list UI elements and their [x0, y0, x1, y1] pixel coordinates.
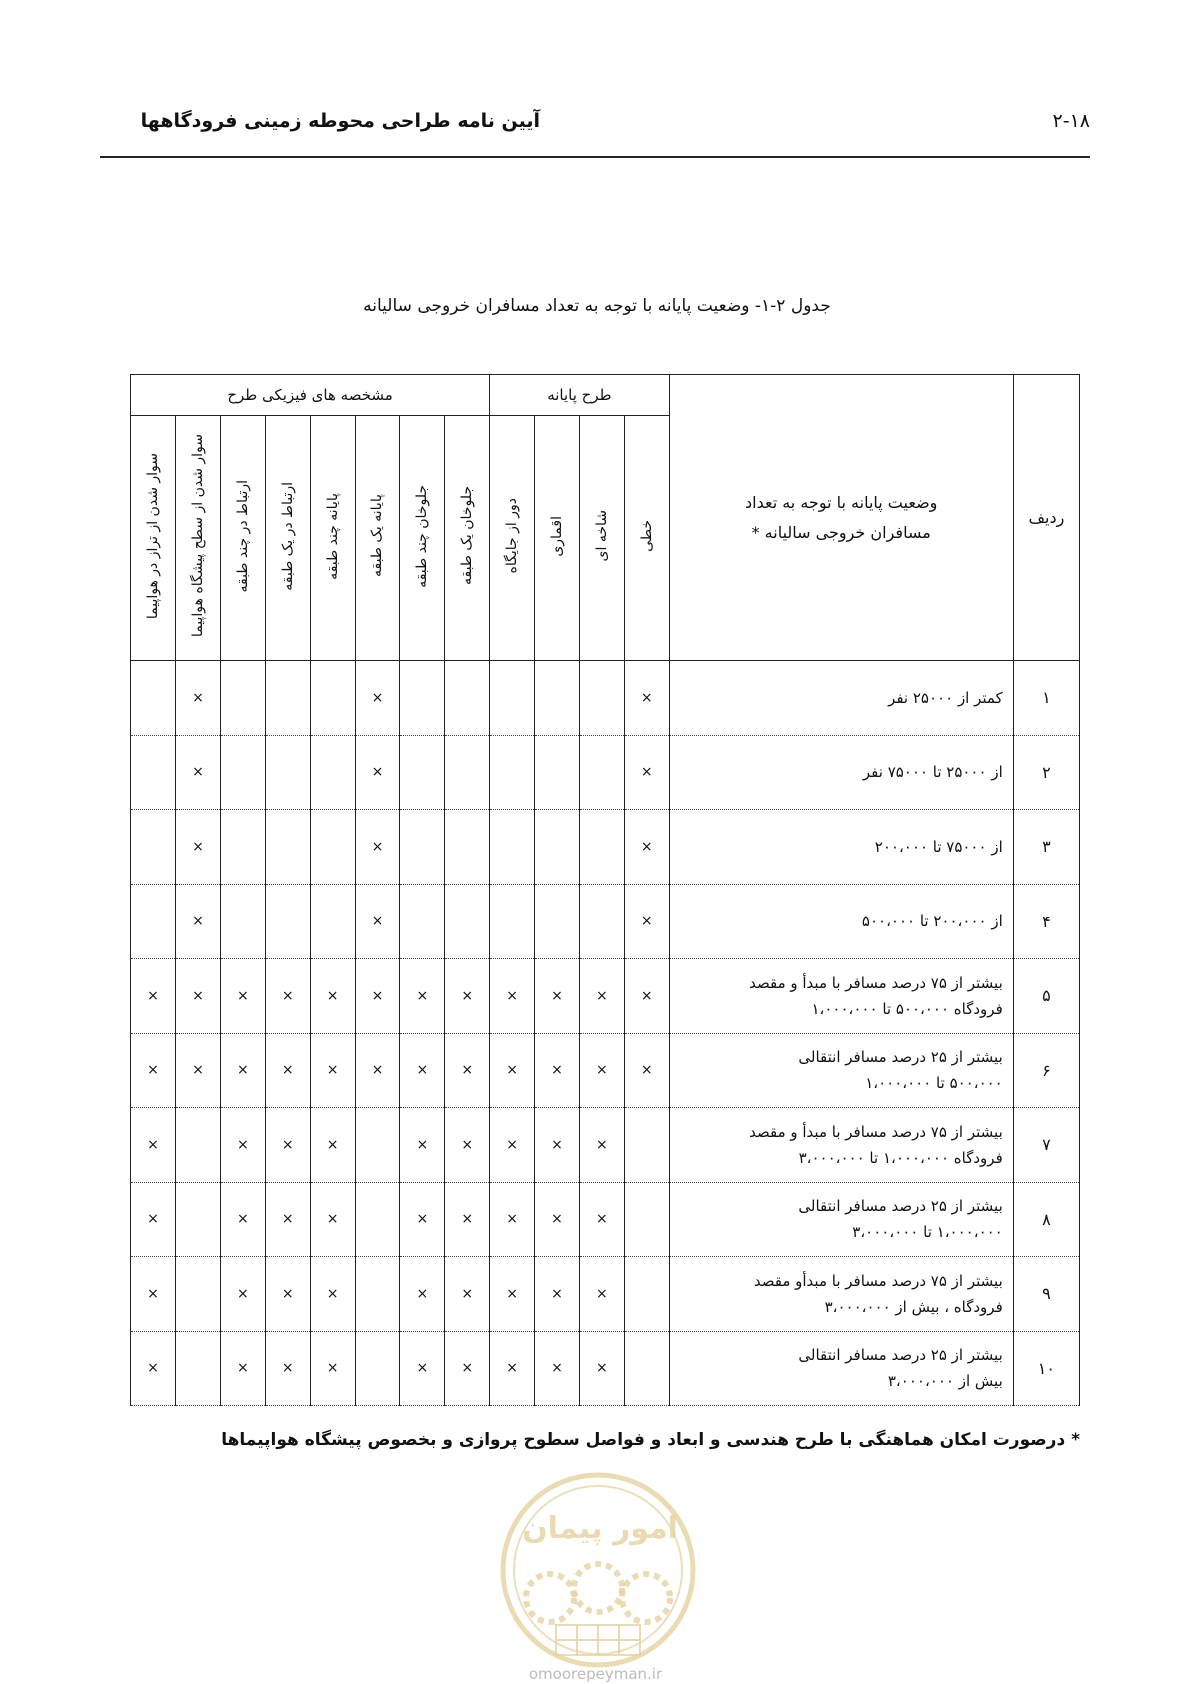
mark-cell: [400, 1108, 445, 1183]
mark-cell: [400, 1257, 445, 1332]
cross-mark: ×: [640, 987, 653, 1004]
status-description: [669, 1033, 1013, 1108]
mark-cell: [176, 1108, 221, 1183]
mark-cell: [310, 1182, 355, 1257]
status-line1: بیشتر از ۲۵ درصد مسافر انتقالی: [798, 1048, 1003, 1067]
mark-cell: [445, 1108, 490, 1183]
column-header-label: ارتباط در چند طبقه: [234, 479, 251, 593]
mark-cell: [310, 884, 355, 959]
cross-mark: ×: [506, 1211, 518, 1228]
mark-cell: [400, 661, 445, 736]
svg-text:امور پیمان: امور پیمان: [522, 1511, 678, 1546]
status-line1: بیشتر از ۲۵ درصد مسافر انتقالی: [798, 1197, 1003, 1216]
mark-cell: [400, 1331, 445, 1406]
status-line2: فرودگاه ۵۰۰،۰۰۰ تا ۱،۰۰۰،۰۰۰: [811, 999, 1003, 1018]
mark-cell: [535, 959, 580, 1034]
mark-cell: [400, 810, 445, 885]
mark-cell: [490, 884, 535, 959]
column-header: [400, 416, 445, 661]
mark-cell: [535, 661, 580, 736]
status-description: [669, 661, 1013, 736]
cross-mark: ×: [551, 1136, 563, 1153]
description-header: [669, 375, 1013, 661]
mark-cell: [579, 810, 624, 885]
mark-cell: [490, 1257, 535, 1332]
mark-cell: [131, 1257, 176, 1332]
mark-cell: [310, 661, 355, 736]
cross-mark: ×: [461, 987, 474, 1004]
table-row: [131, 661, 1080, 736]
cross-mark: ×: [326, 987, 339, 1004]
cross-mark: ×: [326, 1062, 339, 1079]
mark-cell: [624, 1257, 669, 1332]
status-description: [669, 959, 1013, 1034]
mark-cell: [624, 1033, 669, 1108]
mark-cell: [579, 884, 624, 959]
table-row: [131, 959, 1080, 1034]
mark-cell: [355, 1257, 400, 1332]
mark-cell: [535, 810, 580, 885]
mark-cell: [310, 959, 355, 1034]
column-header: [220, 416, 265, 661]
row-number: ۵: [1013, 959, 1079, 1034]
mark-cell: [535, 1108, 580, 1183]
footnote: * درصورت امکان هماهنگی با طرح هندسی و ابعاد و فواصل سطوح پروازی و بخصوص پیشگاه هواپیماها: [221, 1430, 1080, 1450]
mark-cell: [355, 1108, 400, 1183]
table-row: [131, 884, 1080, 959]
cross-mark: ×: [326, 1211, 339, 1228]
mark-cell: [400, 884, 445, 959]
table-row: [131, 1108, 1080, 1183]
cross-mark: ×: [416, 1285, 429, 1302]
cross-mark: ×: [281, 1285, 294, 1302]
mark-cell: [400, 959, 445, 1034]
cross-mark: ×: [551, 987, 563, 1004]
mark-cell: [624, 1331, 669, 1406]
cross-mark: ×: [236, 1062, 249, 1079]
mark-cell: [355, 810, 400, 885]
cross-mark: ×: [595, 1136, 608, 1153]
mark-cell: [220, 884, 265, 959]
column-header: [131, 416, 176, 661]
column-header-label: سوار شدن از سطح پیشگاه هواپیما: [189, 434, 206, 638]
mark-cell: [579, 661, 624, 736]
status-line2: بیش از ۳،۰۰۰،۰۰۰: [887, 1372, 1003, 1391]
mark-cell: [265, 810, 310, 885]
mark-cell: [176, 810, 221, 885]
mark-cell: [445, 810, 490, 885]
mark-cell: [131, 1182, 176, 1257]
mark-cell: [310, 735, 355, 810]
mark-cell: [310, 1331, 355, 1406]
cross-mark: ×: [416, 1062, 429, 1079]
row-number: ۱: [1013, 661, 1079, 736]
mark-cell: [176, 735, 221, 810]
mark-cell: [400, 1033, 445, 1108]
mark-cell: [445, 1257, 490, 1332]
mark-cell: [355, 735, 400, 810]
mark-cell: [220, 1257, 265, 1332]
cross-mark: ×: [595, 1211, 608, 1228]
mark-cell: [355, 959, 400, 1034]
mark-cell: [265, 959, 310, 1034]
cross-mark: ×: [595, 987, 608, 1004]
mark-cell: [445, 959, 490, 1034]
cross-mark: ×: [147, 1062, 159, 1079]
status-line2: فرودگاه ۱،۰۰۰،۰۰۰ تا ۳،۰۰۰،۰۰۰: [798, 1148, 1003, 1167]
cross-mark: ×: [551, 1360, 563, 1377]
cross-mark: ×: [506, 1136, 518, 1153]
watermark-site-text: omoorepeyman.ir: [528, 1665, 663, 1683]
column-header: [445, 416, 490, 661]
cross-mark: ×: [326, 1360, 339, 1377]
column-header-label: پایانه یک طبقه: [369, 494, 386, 578]
terminal-status-table: [130, 374, 1080, 1406]
mark-cell: [624, 1108, 669, 1183]
cross-mark: ×: [416, 1136, 429, 1153]
mark-cell: [445, 735, 490, 810]
column-header-label: پایانه چند طبقه: [324, 492, 341, 580]
mark-cell: [131, 735, 176, 810]
cross-mark: ×: [416, 987, 429, 1004]
column-header-label: جلوخان یک طبقه: [459, 486, 476, 586]
mark-cell: [624, 735, 669, 810]
mark-cell: [490, 959, 535, 1034]
mark-cell: [131, 1108, 176, 1183]
mark-cell: [131, 661, 176, 736]
cross-mark: ×: [281, 1360, 294, 1377]
mark-cell: [579, 1182, 624, 1257]
mark-cell: [579, 959, 624, 1034]
cross-mark: ×: [416, 1360, 429, 1377]
mark-cell: [265, 1108, 310, 1183]
cross-mark: ×: [551, 1285, 563, 1302]
cross-mark: ×: [371, 987, 384, 1004]
mark-cell: [490, 810, 535, 885]
cross-mark: ×: [416, 1211, 429, 1228]
cross-mark: ×: [640, 838, 653, 855]
mark-cell: [490, 1033, 535, 1108]
cross-mark: ×: [281, 987, 294, 1004]
cross-mark: ×: [640, 689, 653, 706]
cross-mark: ×: [461, 1136, 474, 1153]
column-header-label: اقماری: [548, 515, 565, 557]
mark-cell: [355, 884, 400, 959]
table-row: [131, 1182, 1080, 1257]
column-header: [265, 416, 310, 661]
status-line2: فرودگاه ، بیش از ۳،۰۰۰،۰۰۰: [824, 1297, 1003, 1316]
cross-mark: ×: [281, 1136, 294, 1153]
cross-mark: ×: [506, 1360, 518, 1377]
cross-mark: ×: [595, 1360, 608, 1377]
mark-cell: [220, 661, 265, 736]
status-line2: ۵۰۰،۰۰۰ تا ۱،۰۰۰،۰۰۰: [865, 1074, 1003, 1093]
cross-mark: ×: [236, 1360, 249, 1377]
cross-mark: ×: [371, 1062, 384, 1079]
column-header-label: سوار شدن از تراز در هواپیما: [145, 452, 161, 620]
mark-cell: [131, 1331, 176, 1406]
mark-cell: [310, 1033, 355, 1108]
description-header-line1: وضعیت پایانه با توجه به تعداد: [745, 492, 938, 512]
mark-cell: [176, 959, 221, 1034]
cross-mark: ×: [236, 1285, 249, 1302]
mark-cell: [624, 1182, 669, 1257]
row-number: ۴: [1013, 884, 1079, 959]
mark-cell: [490, 661, 535, 736]
cross-mark: ×: [281, 1211, 294, 1228]
status-line1: از ۷۵۰۰۰ تا ۲۰۰،۰۰۰: [874, 837, 1003, 856]
cross-mark: ×: [236, 1136, 249, 1153]
status-line2: ۱،۰۰۰،۰۰۰ تا ۳،۰۰۰،۰۰۰: [852, 1223, 1003, 1242]
mark-cell: [490, 1108, 535, 1183]
column-header: [624, 416, 669, 661]
row-number: ۹: [1013, 1257, 1079, 1332]
mark-cell: [131, 810, 176, 885]
row-number-header: ردیف: [1013, 375, 1079, 661]
status-line1: بیشتر از ۷۵ درصد مسافر با مبدأو مقصد: [753, 1271, 1003, 1290]
mark-cell: [624, 661, 669, 736]
column-header-label: ارتباط در یک طبقه: [279, 481, 296, 591]
mark-cell: [265, 1033, 310, 1108]
mark-cell: [265, 735, 310, 810]
row-number: ۷: [1013, 1108, 1079, 1183]
mark-cell: [355, 1033, 400, 1108]
document-title: آیین نامه طراحی محوطه زمینی فرودگاهها: [140, 110, 540, 132]
mark-cell: [624, 959, 669, 1034]
cross-mark: ×: [192, 764, 204, 781]
cross-mark: ×: [192, 689, 204, 706]
mark-cell: [535, 884, 580, 959]
cross-mark: ×: [192, 1062, 204, 1079]
mark-cell: [579, 735, 624, 810]
cross-mark: ×: [640, 913, 653, 930]
cross-mark: ×: [461, 1285, 474, 1302]
page-header: [100, 100, 1090, 158]
table-row: [131, 1257, 1080, 1332]
mark-cell: [176, 1257, 221, 1332]
mark-cell: [490, 735, 535, 810]
mark-cell: [535, 735, 580, 810]
status-line1: از ۲۰۰،۰۰۰ تا ۵۰۰،۰۰۰: [861, 912, 1003, 931]
mark-cell: [535, 1331, 580, 1406]
cross-mark: ×: [506, 987, 518, 1004]
table-row: [131, 735, 1080, 810]
column-header: [490, 416, 535, 661]
cross-mark: ×: [461, 1360, 474, 1377]
cross-mark: ×: [236, 987, 249, 1004]
mark-cell: [220, 1033, 265, 1108]
cross-mark: ×: [326, 1285, 339, 1302]
physical-characteristics-group-header: مشخصه های فیزیکی طرح: [131, 375, 490, 416]
mark-cell: [176, 1331, 221, 1406]
mark-cell: [220, 959, 265, 1034]
status-description: [669, 735, 1013, 810]
row-number: ۲: [1013, 735, 1079, 810]
mark-cell: [579, 1108, 624, 1183]
column-header: [579, 416, 624, 661]
cross-mark: ×: [371, 838, 384, 855]
column-header: [535, 416, 580, 661]
cross-mark: ×: [461, 1062, 474, 1079]
cross-mark: ×: [147, 987, 159, 1004]
status-line1: از ۲۵۰۰۰ تا ۷۵۰۰۰ نفر: [862, 763, 1003, 782]
mark-cell: [131, 884, 176, 959]
table-row: [131, 1033, 1080, 1108]
mark-cell: [400, 735, 445, 810]
mark-cell: [579, 1331, 624, 1406]
mark-cell: [220, 735, 265, 810]
mark-cell: [624, 884, 669, 959]
status-description: [669, 1257, 1013, 1332]
status-line1: بیشتر از ۷۵ درصد مسافر با مبدأ و مقصد: [749, 1122, 1003, 1141]
mark-cell: [265, 1257, 310, 1332]
mark-cell: [220, 810, 265, 885]
mark-cell: [445, 1033, 490, 1108]
status-line1: بیشتر از ۲۵ درصد مسافر انتقالی: [798, 1346, 1003, 1365]
row-number: ۱۰: [1013, 1331, 1079, 1406]
mark-cell: [355, 1331, 400, 1406]
mark-cell: [490, 1331, 535, 1406]
cross-mark: ×: [595, 1062, 608, 1079]
status-line1: بیشتر از ۷۵ درصد مسافر با مبدأ و مقصد: [749, 973, 1003, 992]
status-line1: کمتر از ۲۵۰۰۰ نفر: [888, 688, 1003, 707]
status-description: [669, 1331, 1013, 1406]
mark-cell: [535, 1033, 580, 1108]
mark-cell: [220, 1182, 265, 1257]
watermark-logo: [478, 1460, 718, 1670]
mark-cell: [265, 661, 310, 736]
mark-cell: [220, 1331, 265, 1406]
cross-mark: ×: [192, 913, 204, 930]
mark-cell: [445, 1182, 490, 1257]
mark-cell: [579, 1257, 624, 1332]
mark-cell: [220, 1108, 265, 1183]
mark-cell: [535, 1182, 580, 1257]
cross-mark: ×: [236, 1211, 249, 1228]
mark-cell: [176, 1033, 221, 1108]
cross-mark: ×: [551, 1062, 563, 1079]
column-header-label: خطی: [638, 520, 655, 552]
cross-mark: ×: [147, 1285, 159, 1302]
mark-cell: [176, 661, 221, 736]
column-header-label: جلوخان چند طبقه: [414, 484, 431, 588]
row-number: ۶: [1013, 1033, 1079, 1108]
mark-cell: [445, 884, 490, 959]
cross-mark: ×: [326, 1136, 339, 1153]
mark-cell: [355, 1182, 400, 1257]
column-header-label: دور از جایگاه: [504, 498, 521, 574]
mark-cell: [400, 1182, 445, 1257]
cross-mark: ×: [147, 1360, 159, 1377]
table-row: [131, 810, 1080, 885]
mark-cell: [445, 1331, 490, 1406]
cross-mark: ×: [281, 1062, 294, 1079]
cross-mark: ×: [371, 913, 384, 930]
status-description: [669, 810, 1013, 885]
mark-cell: [579, 1033, 624, 1108]
cross-mark: ×: [192, 987, 204, 1004]
cross-mark: ×: [147, 1136, 159, 1153]
column-header: [176, 416, 221, 661]
mark-cell: [176, 884, 221, 959]
mark-cell: [131, 1033, 176, 1108]
cross-mark: ×: [461, 1211, 474, 1228]
mark-cell: [355, 661, 400, 736]
table-caption: جدول ۲-۱- وضعیت پایانه با توجه به تعداد مسافران خروجی سالیانه: [363, 296, 831, 316]
mark-cell: [131, 959, 176, 1034]
mark-cell: [265, 884, 310, 959]
mark-cell: [535, 1257, 580, 1332]
terminal-design-group-header: طرح پایانه: [490, 375, 670, 416]
status-description: [669, 1182, 1013, 1257]
status-description: [669, 1108, 1013, 1183]
cross-mark: ×: [192, 838, 204, 855]
column-header: [310, 416, 355, 661]
mark-cell: [310, 810, 355, 885]
column-header: [355, 416, 400, 661]
cross-mark: ×: [551, 1211, 563, 1228]
cross-mark: ×: [506, 1285, 518, 1302]
description-header-line2: مسافران خروجی سالیانه *: [751, 522, 931, 542]
cross-mark: ×: [595, 1285, 608, 1302]
table-row: [131, 1331, 1080, 1406]
mark-cell: [490, 1182, 535, 1257]
cross-mark: ×: [506, 1062, 518, 1079]
mark-cell: [624, 810, 669, 885]
mark-cell: [176, 1182, 221, 1257]
status-description: [669, 884, 1013, 959]
cross-mark: ×: [640, 764, 653, 781]
cross-mark: ×: [640, 1062, 653, 1079]
row-number: ۸: [1013, 1182, 1079, 1257]
mark-cell: [310, 1108, 355, 1183]
mark-cell: [445, 661, 490, 736]
mark-cell: [310, 1257, 355, 1332]
cross-mark: ×: [371, 689, 384, 706]
cross-mark: ×: [371, 764, 384, 781]
row-number: ۳: [1013, 810, 1079, 885]
mark-cell: [265, 1182, 310, 1257]
page-number: ۲-۱۸: [1052, 110, 1090, 132]
mark-cell: [265, 1331, 310, 1406]
cross-mark: ×: [147, 1211, 159, 1228]
column-header-label: شاخه ای: [593, 510, 610, 562]
